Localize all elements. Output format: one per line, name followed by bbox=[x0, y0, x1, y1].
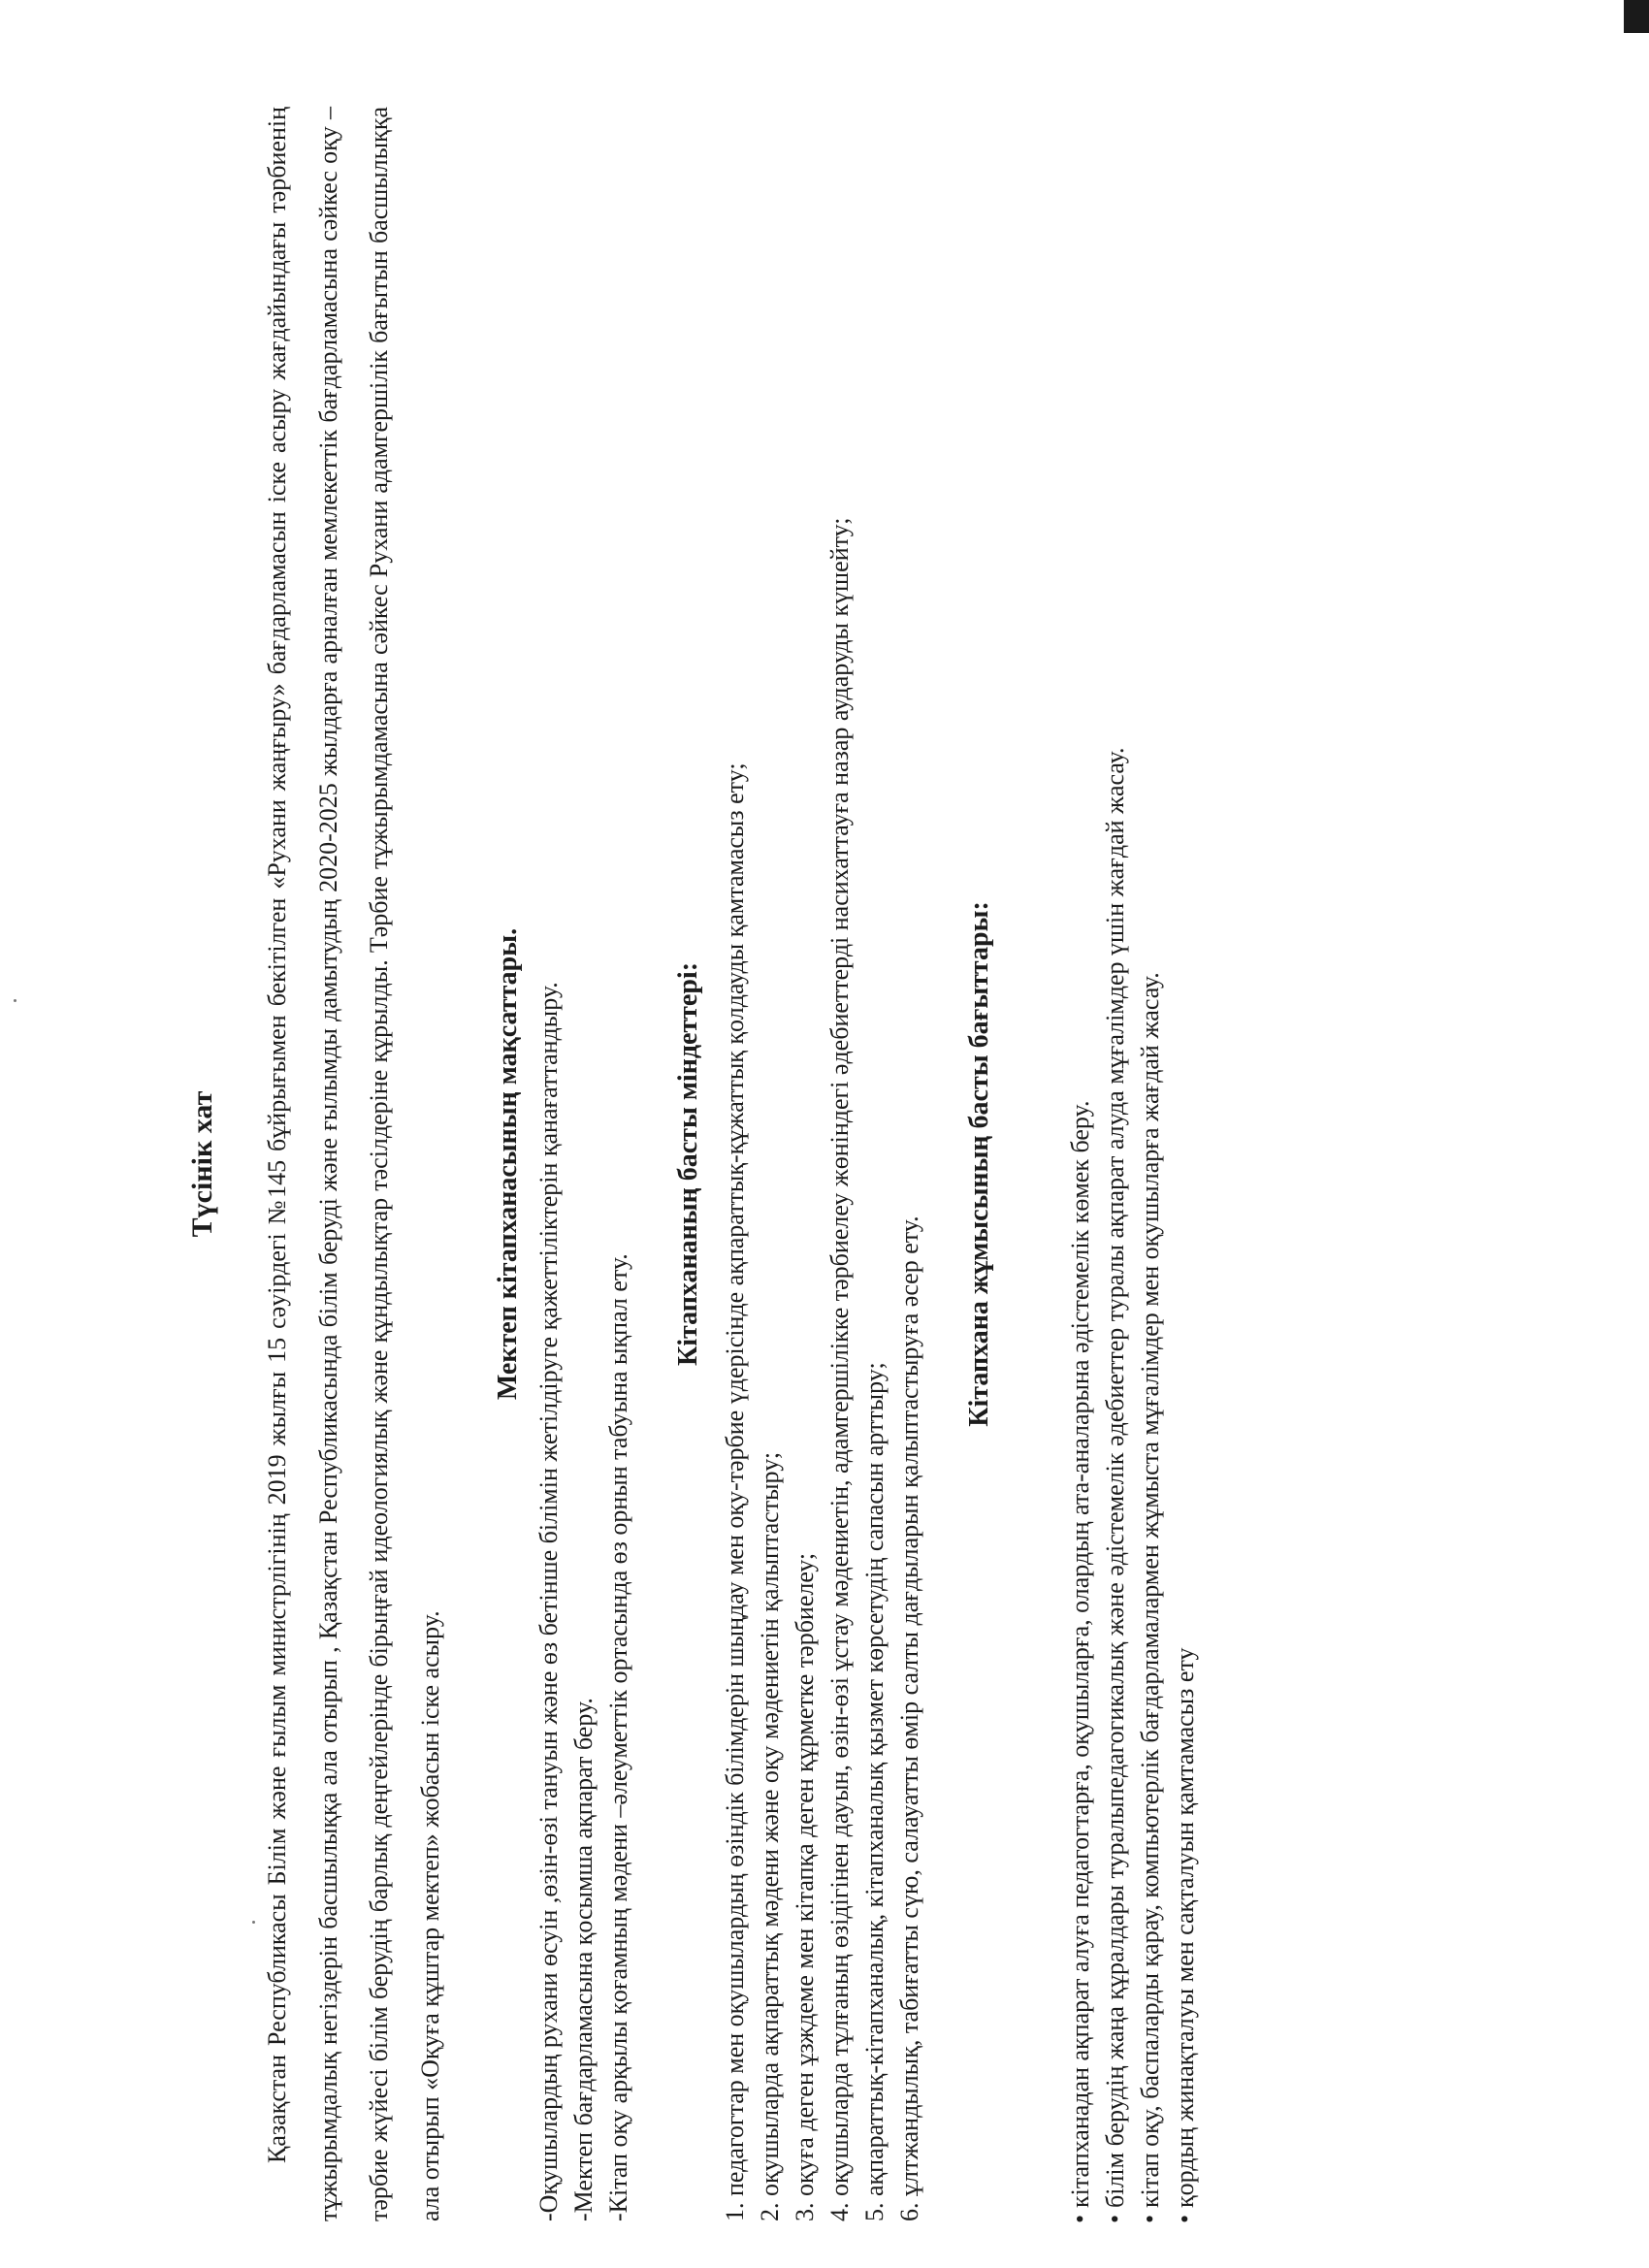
task-item: 1. педагогтар мен оқушылардың өзіндік білімдерін шыңдау мен оқу-тәрбие үдерісінде ақпараттық-құжаттық қолдауды қамтамасыз ету; bbox=[721, 762, 749, 2221]
scan-speck bbox=[14, 999, 16, 1002]
goal-item: -Кітап оқу арқылы қоғамның мәдени –әлеуметтік ортасында өз орнын табуына ықпал ету. bbox=[604, 1253, 632, 2221]
goal-item: -Оқушылардың рухани өсуін ,өзін-өзі тануын және өз бетінше білімін жетілдіруге қажеттіліктерін қанағаттандыру. bbox=[534, 982, 563, 2221]
bullet-icon: • bbox=[1171, 2214, 1199, 2223]
task-item: 3. оқуға деген ұзждеме мен кітапқа деген құрметке тәрбиелеу; bbox=[791, 1552, 819, 2221]
direction-item bbox=[1168, 107, 1203, 2221]
direction-text: қордың жинақталуы мен сақталуын қамтамасыз ету bbox=[1171, 1647, 1199, 2208]
task-item: 4. оқушыларда тұлғаның өзідігінен дауын, өзін-өзі ұстау мәдениетін, адамгершілікке тәрбиелеу жөніндегі әдебиеттерді насихаттауға назар аударуды күшейту; bbox=[825, 517, 854, 2221]
bullet-icon: • bbox=[1101, 2214, 1129, 2223]
bullet-icon: • bbox=[1136, 2214, 1164, 2223]
document-title: Түсінік хат bbox=[186, 1090, 218, 1238]
scanner-edge-mark bbox=[1624, 0, 1649, 33]
direction-text: білім берудің жаңа құралдары туралыпедагогикалық және әдістемелік әдебиеттер туралы ақпарат алуда мұғалімдер үшін жағдай жасау. bbox=[1101, 747, 1129, 2208]
direction-text: кітапханадан ақпарат алуға педагогтарға, оқушыларға, олардың ата-аналарына әдістемелік көмек беру. bbox=[1066, 1100, 1094, 2208]
directions-heading: Кітапхана жұмысының басты бағыттары: bbox=[964, 901, 994, 1427]
direction-item bbox=[1063, 107, 1098, 2221]
task-item: 2. оқушыларда ақпараттық мәдени және оқу мәдениетін қалыптастыру; bbox=[756, 1451, 784, 2221]
task-item: 6. ұлтжандылық, табиғатты сүю, салауатты өмір салты дағдыларын қалыптастыруға әсер ету. bbox=[895, 1215, 923, 2221]
tasks-list bbox=[718, 107, 927, 2221]
task-item: 5. ақпараттық-кітапханалық, кітапханалық қызмет көрсетудің сапасын арттыру; bbox=[860, 1362, 889, 2221]
direction-text: кітап оқу, баспаларды қарау, компьютерлік бағдарламалармен жұмыста мұғалімдер мен оқушыларға жағдай жасау. bbox=[1136, 972, 1164, 2208]
tasks-heading: Кітапхананың басты міндеттері: bbox=[673, 961, 703, 1367]
directions-list bbox=[1063, 107, 1203, 2221]
bullet-icon: • bbox=[1066, 2214, 1094, 2223]
goals-list bbox=[532, 107, 636, 2221]
intro-paragraph: Қазақстан Республикасы Білім және ғылым министрлігінің 2019 жылғы 15 сәуірдегі №145 бұйрығымен бекітілген «Рухани жаңғыру» бағдарламасын іске асыру жағдайындағы тәрбиенің тұжырымдалық негіздерін басшылыққа ала отырып , Қазақстан Республикасында білім беруді және ғылымды дамытудың 2020-2025 жылдарға арналған мемлекеттік бағдарламасына сәйкес оқу –тәрбие жүйесі білім берудің барлық деңгейлерінде бірыңғай идеологиялық және құндылықтар тәсілдеріне құрылды. Тәрбие тұжырымдамасына сәйкес Рухани адамгершілік бағытын басшылыққа ала отырып «Оқуға құштар мектеп» жобасын іске асыру. bbox=[263, 107, 444, 2221]
rotated-page-content bbox=[175, 107, 1290, 2221]
direction-item bbox=[1133, 107, 1168, 2221]
direction-item bbox=[1098, 107, 1133, 2221]
goal-item: -Мектеп бағдарламасына қосымша ақпарат беру. bbox=[569, 1698, 598, 2221]
goals-heading: Мектеп кітапханасының мақсаттары. bbox=[493, 927, 523, 1401]
